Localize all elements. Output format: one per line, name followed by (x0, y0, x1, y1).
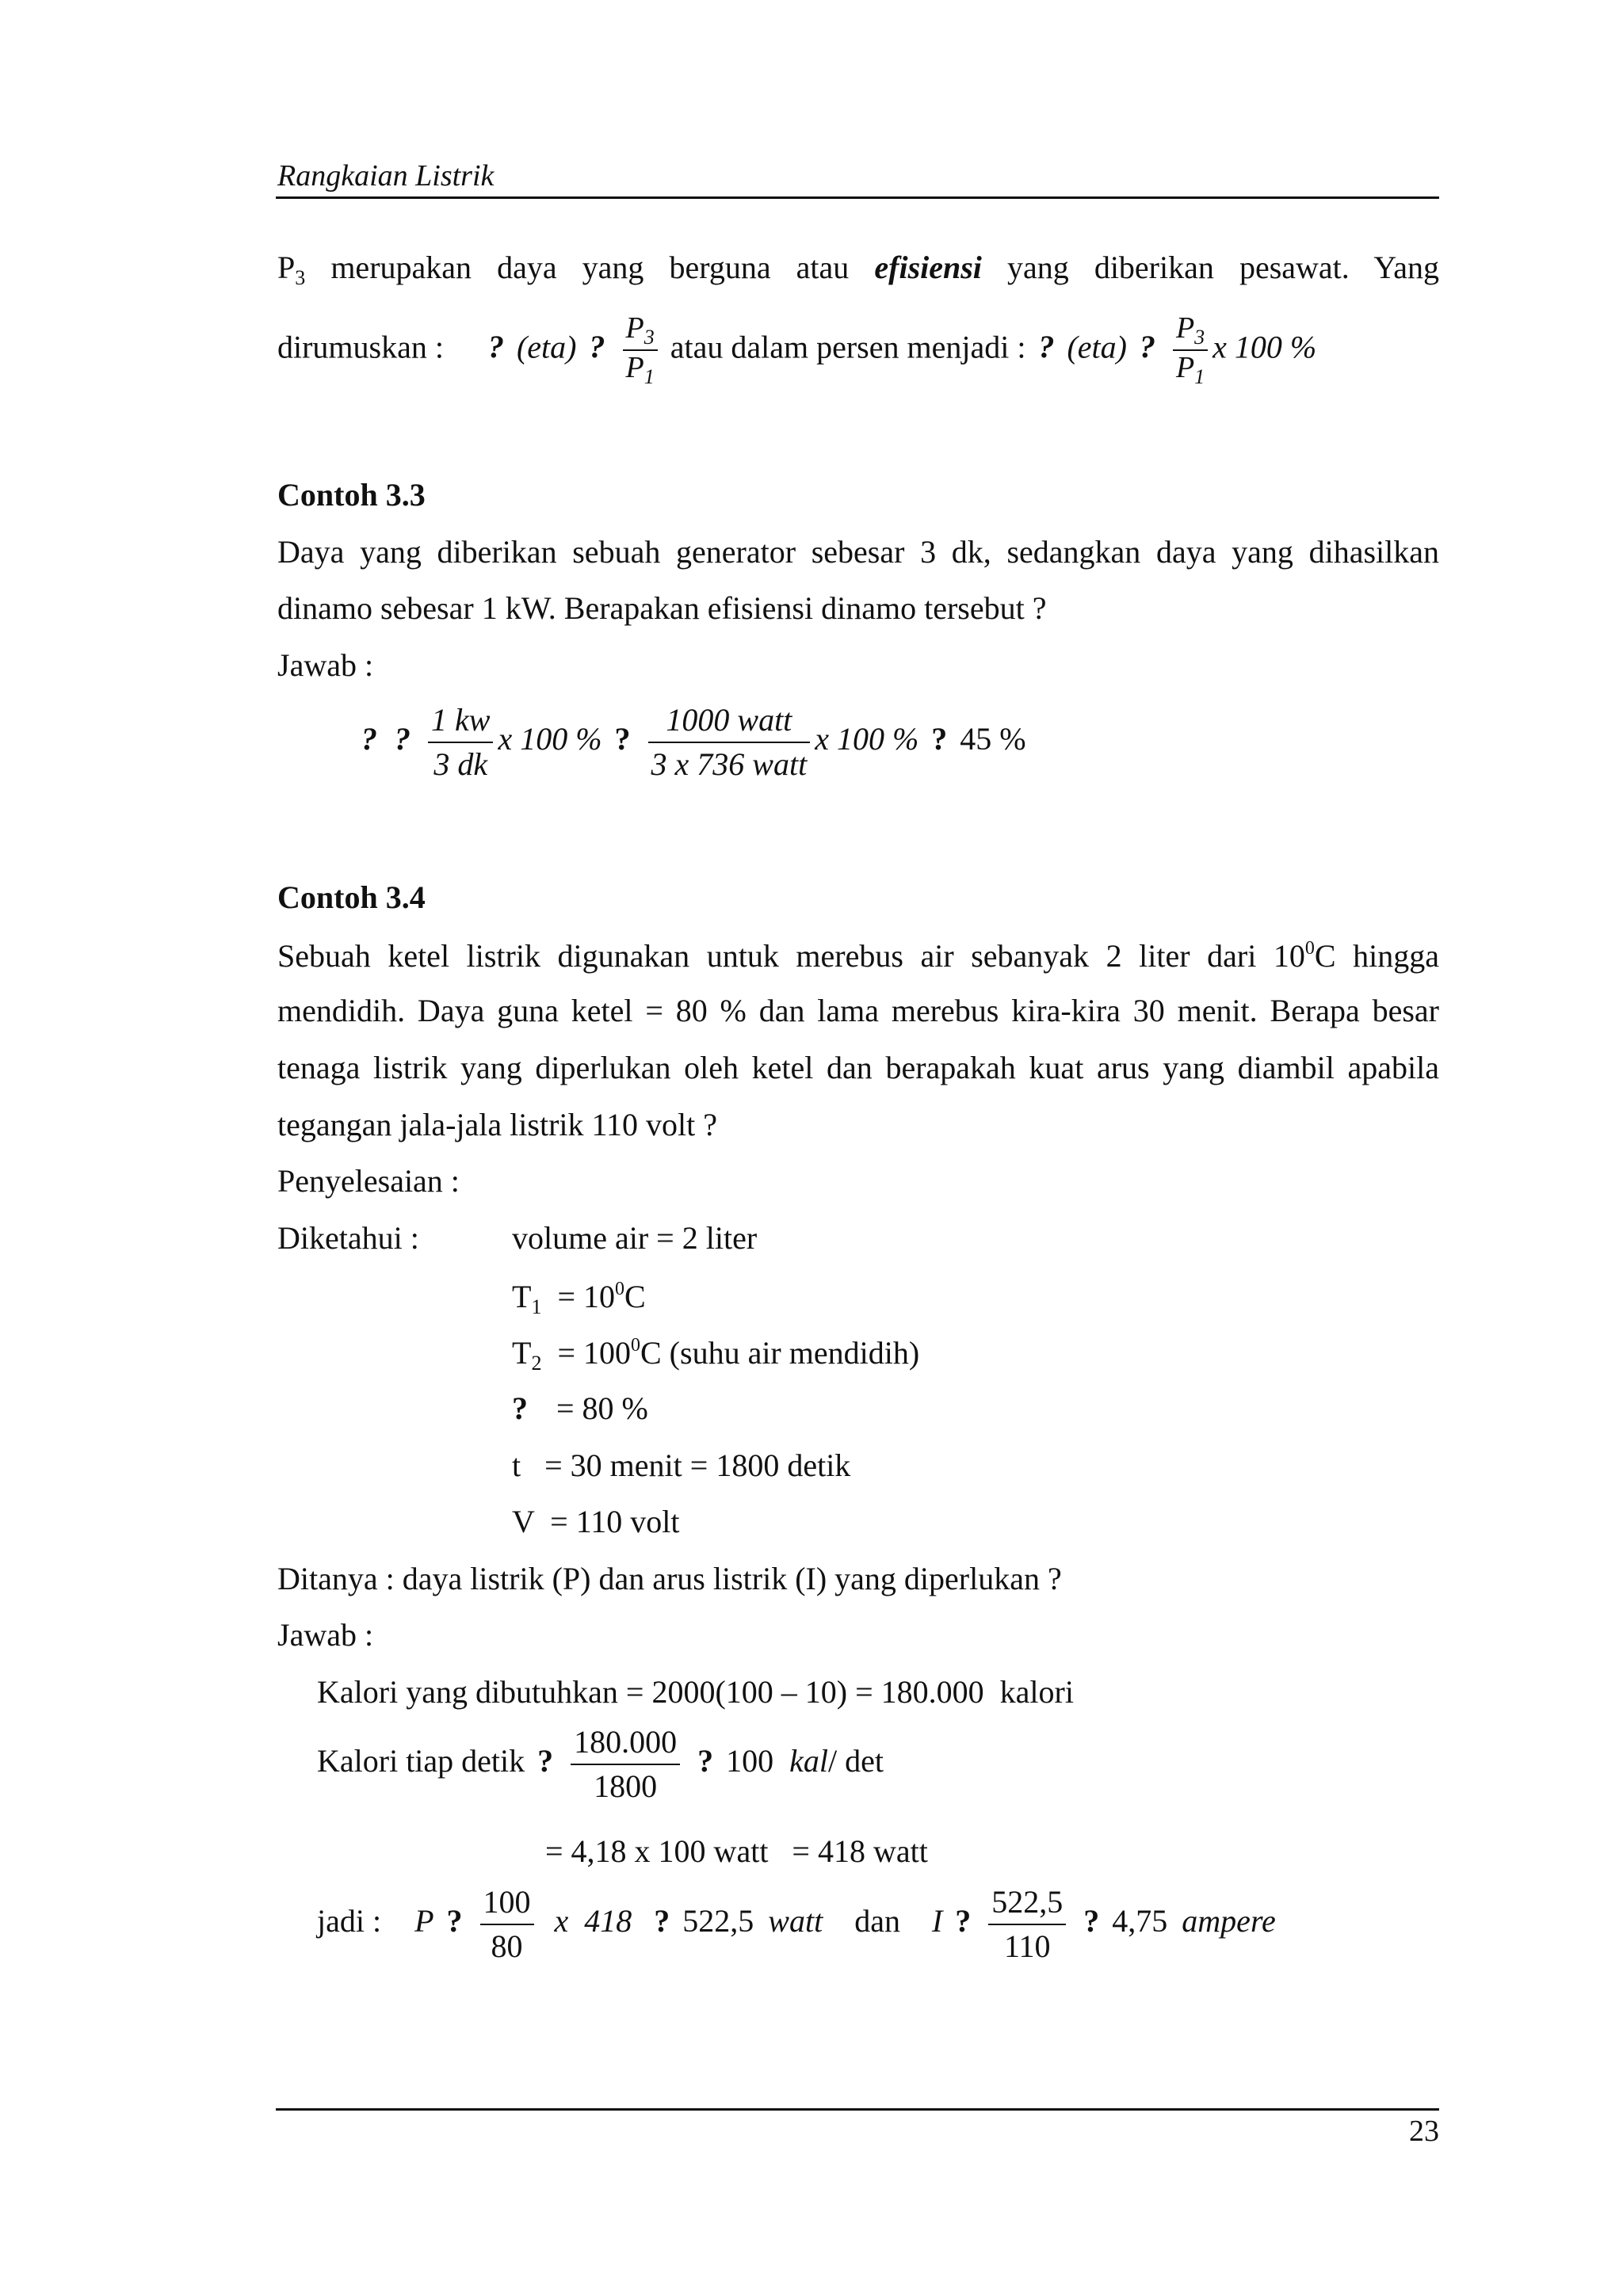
running-header: Rangkaian Listrik (277, 159, 495, 193)
kalori-line: Kalori yang dibutuhkan = 2000(100 – 10) = 180.000 kalori (317, 1674, 1074, 1710)
header-rule (276, 196, 1439, 199)
given-t2: $T_2 = 100^0C$ (suhu air mendidih) (512, 1335, 920, 1375)
example-3-4-text-4: tegangan jala-jala listrik 110 volt ? (277, 1107, 717, 1142)
given-volume: volume air = 2 liter (512, 1220, 758, 1256)
example-3-3-equation: ? ? $\frac{1 kw}{3 dk}$ x 100 % ? $\frac{\text{1000 watt}}{\text{3 x 736 watt}}$ x 100 % ? 45 % (361, 702, 1026, 782)
penyelesaian-label: Penyelesaian : (277, 1163, 460, 1199)
example-3-3-title: Contoh 3.3 (277, 477, 426, 513)
example-3-4-text-3: tenaga listrik yang diperlukan oleh ketel dan berapakah kuat arus yang diambil apabila (277, 1050, 1439, 1085)
example-3-3-text-1: Daya yang diberikan sebuah generator sebesar 3 dk, sedangkan daya yang dihasilkan (277, 534, 1439, 570)
intro-formula-line: dirumuskan : ? (eta) ? $\frac{P_3}{P_1}$ atau dalam persen menjadi : ? (eta) ? $\frac{P_3}{P_1}$ x 100 % (277, 311, 1317, 389)
watt-conversion-line: = 4,18 x 100 watt = 418 watt (545, 1833, 928, 1869)
example-3-3-text-2: dinamo sebesar 1 kW. Berapakan efisiensi dinamo tersebut ? (277, 590, 1047, 626)
given-time: t = 30 menit = 1800 detik (512, 1447, 851, 1483)
fraction-p3-p1-percent: $\frac{P_3}{P_1}$ (1173, 313, 1208, 388)
fraction-100-80: $\frac{100}{80}$ (480, 1886, 534, 1963)
intro-line-1: $P_3$ merupakan daya yang berguna atau efisiensi yang diberikan pesawat. Yang (277, 250, 1439, 289)
emphasis-efisiensi: efisiensi (874, 250, 982, 285)
fraction-current: $\frac{522,5}{110}$ (988, 1886, 1066, 1963)
example-3-4-text-1: Sebuah ketel listrik digunakan untuk merebus air sebanyak 2 liter dari $10^0C$ hingga (277, 938, 1440, 974)
fraction-watt: $\frac{\text{1000 watt}}{\text{3 x 736 watt}}$ (648, 704, 811, 781)
kalori-tiap-detik-line: Kalori tiap detik ? $\frac{180.000}{1800}$ ? 100 kal/ det (317, 1724, 884, 1804)
given-voltage: V = 110 volt (512, 1504, 680, 1539)
example-3-4-text-2: mendidih. Daya guna ketel = 80 % dan lama merebus kira-kira 30 menit. Berapa besar (277, 993, 1439, 1028)
given-t1: $T_1 = 10^0C$ (512, 1279, 646, 1318)
ditanya-line: Ditanya : daya listrik (P) dan arus listrik (I) yang diperlukan ? (277, 1561, 1062, 1596)
footer-rule (276, 2108, 1439, 2111)
example-3-4-title: Contoh 3.4 (277, 879, 426, 915)
given-eta: ? = 80 % (512, 1390, 648, 1426)
fraction-kalori: $\frac{180.000}{1800}$ (571, 1726, 680, 1803)
example-3-3-jawab: Jawab : (277, 647, 374, 683)
eta-symbol: ? (487, 329, 504, 365)
diketahui-label: Diketahui : (277, 1220, 419, 1256)
page-number: 23 (1409, 2115, 1439, 2148)
example-3-4-jawab: Jawab : (277, 1617, 374, 1653)
fraction-kw-dk: $\frac{1 kw}{3 dk}$ (428, 704, 493, 781)
result-line: jadi : P ? $\frac{100}{80}$ x 418 ? 522,5 watt dan I ? $\frac{522,5}{110}$ ? 4,75 ampere (317, 1884, 1276, 1964)
fraction-p3-p1: $\frac{P_3}{P_1}$ (623, 313, 658, 388)
